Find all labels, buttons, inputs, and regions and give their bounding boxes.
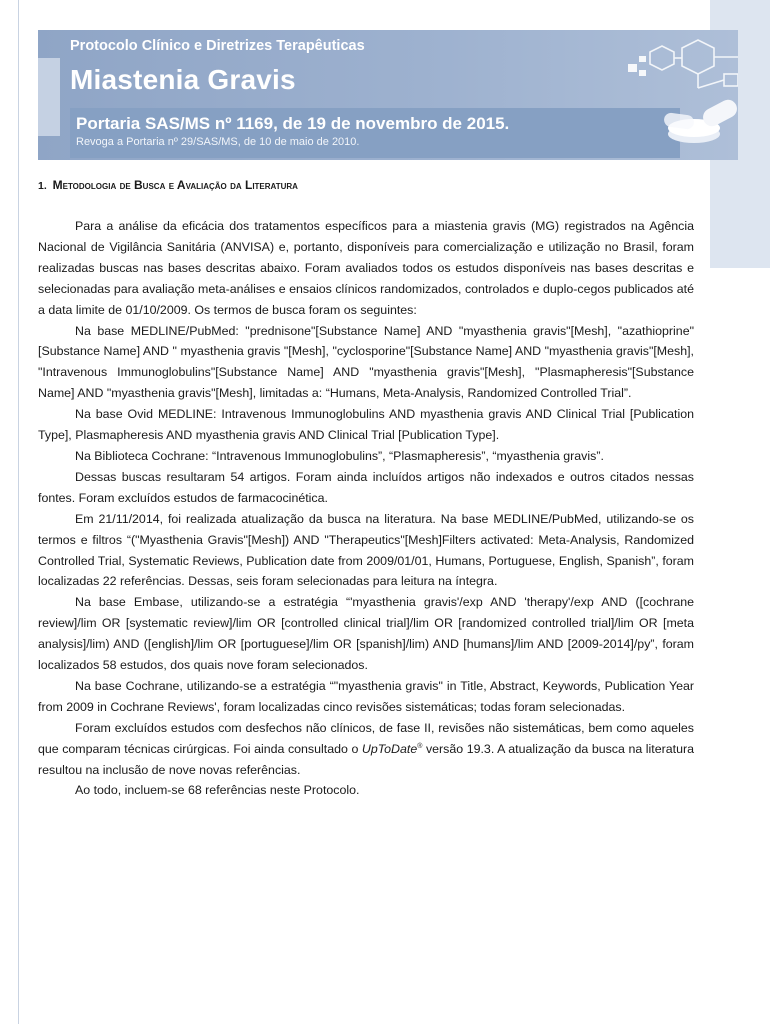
paragraph: Na base Cochrane, utilizando-se a estratégia “"myasthenia gravis" in Title, Abstract, Keywords, Publication Year from 2009 in Cochrane Reviews', foram localizadas cinco revisões sistemáticas; todas foram selecionadas.	[38, 678, 694, 714]
uptodate-brand: UpToDate	[361, 741, 418, 756]
banner-accent-bar	[38, 58, 60, 136]
registered-mark: ®	[417, 742, 423, 750]
header-banner	[38, 30, 738, 160]
paragraph-text: Foram excluídos estudos com desfechos não clínicos, de fase II, revisões não sistemáticas, bem como aqueles que comparam técnicas cirúrgicas. Foi ainda consultado o	[38, 720, 694, 756]
paragraph: Na base Ovid MEDLINE: Intravenous Immunoglobulins AND myasthenia gravis AND Clinical Trial [Publication Type], Plasmapheresis AND myasthenia gravis AND Clinical Trial [Publication Type].	[38, 407, 694, 443]
page-margin-line	[18, 0, 19, 1024]
paragraph-text: versão 19.3. A atualização da busca na literatura resultou na inclusão de nove novas referências.	[38, 741, 694, 777]
portaria-box	[70, 108, 680, 158]
section-heading	[38, 178, 718, 192]
paragraph: Para a análise da eficácia dos tratamentos específicos para a miastenia gravis (MG) registrados na Agência Nacional de Vigilância Sanitária (ANVISA) e, portanto, disponíveis para comercialização e utilização no Brasil, foram realizadas buscas nas bases descritas abaixo. Foram avaliados todos os estudos disponíveis nas bases descritas e selecionadas para avaliação meta-análises e ensaios clínicos randomizados, controlados e duplo-cegos publicados até a data limite de 01/10/2009. Os termos de busca foram os seguintes:	[38, 219, 694, 317]
protocol-label: Protocolo Clínico e Diretrizes Terapêuticas	[70, 38, 365, 54]
portaria-line: Portaria SAS/MS nº 1169, de 19 de novembro de 2015.	[76, 114, 510, 133]
section-title: Metodologia de Busca e Avaliação da Literatura	[52, 178, 298, 192]
document-title: Miastenia Gravis	[70, 64, 296, 95]
body-text	[38, 216, 694, 801]
paragraph: Na base MEDLINE/PubMed: "prednisone"[Substance Name] AND "myasthenia gravis"[Mesh], "azathioprine"[Substance Name] AND " myasthenia gravis "[Mesh], "cyclosporine"[Substance Name] AND "myasthenia gravis"[Mesh], "Intravenous Immunoglobulins"[Substance Name] AND "myasthenia gravis"[Mesh], "Plasmapheresis"[Substance Name] AND "myasthenia gravis"[Mesh], limitadas a: “Humans, Meta-Analysis, Randomized Controlled Trial”.	[38, 323, 694, 401]
section-number: 1.	[38, 180, 47, 192]
final-paragraph: Ao todo, incluem-se 68 referências neste Protocolo.	[75, 783, 360, 798]
paragraph: Dessas buscas resultaram 54 artigos. Foram ainda incluídos artigos não indexados e outros citados nessas fontes. Foram excluídos estudos de farmacocinética.	[38, 469, 694, 505]
paragraph: Na Biblioteca Cochrane: “Intravenous Immunoglobulins”, “Plasmapheresis”, “myasthenia gravis”.	[75, 448, 604, 463]
paragraph-uptodate	[38, 718, 694, 781]
paragraph: Na base Embase, utilizando-se a estratégia “'myasthenia gravis'/exp AND 'therapy'/exp AND ([cochrane review]/lim OR [systematic review]/lim OR [controlled clinical trial]/lim OR [randomized controlled trial]/lim OR [meta analysis]/lim) AND ([english]/lim OR [portuguese]/lim OR [spanish]/lim) AND [humans]/lim AND [2009-2014]/py”, foram localizados 58 estudos, dos quais nove foram selecionados.	[38, 595, 694, 673]
paragraph: Em 21/11/2014, foi realizada atualização da busca na literatura. Na base MEDLINE/PubMed, utilizando-se os termos e filtros “("Myasthenia Gravis"[Mesh]) AND "Therapeutics"[Mesh]Filters activated: Meta-Analysis, Randomized Controlled Trial, Systematic Reviews, Publication date from 2009/01/01, Humans, Portuguese, English, Spanish”, foram localizadas 22 referências. Dessas, seis foram selecionadas para leitura na íntegra.	[38, 511, 694, 589]
molecule-pills-illustration	[606, 30, 738, 160]
revoga-line: Revoga a Portaria nº 29/SAS/MS, de 10 de maio de 2010.	[76, 136, 360, 148]
